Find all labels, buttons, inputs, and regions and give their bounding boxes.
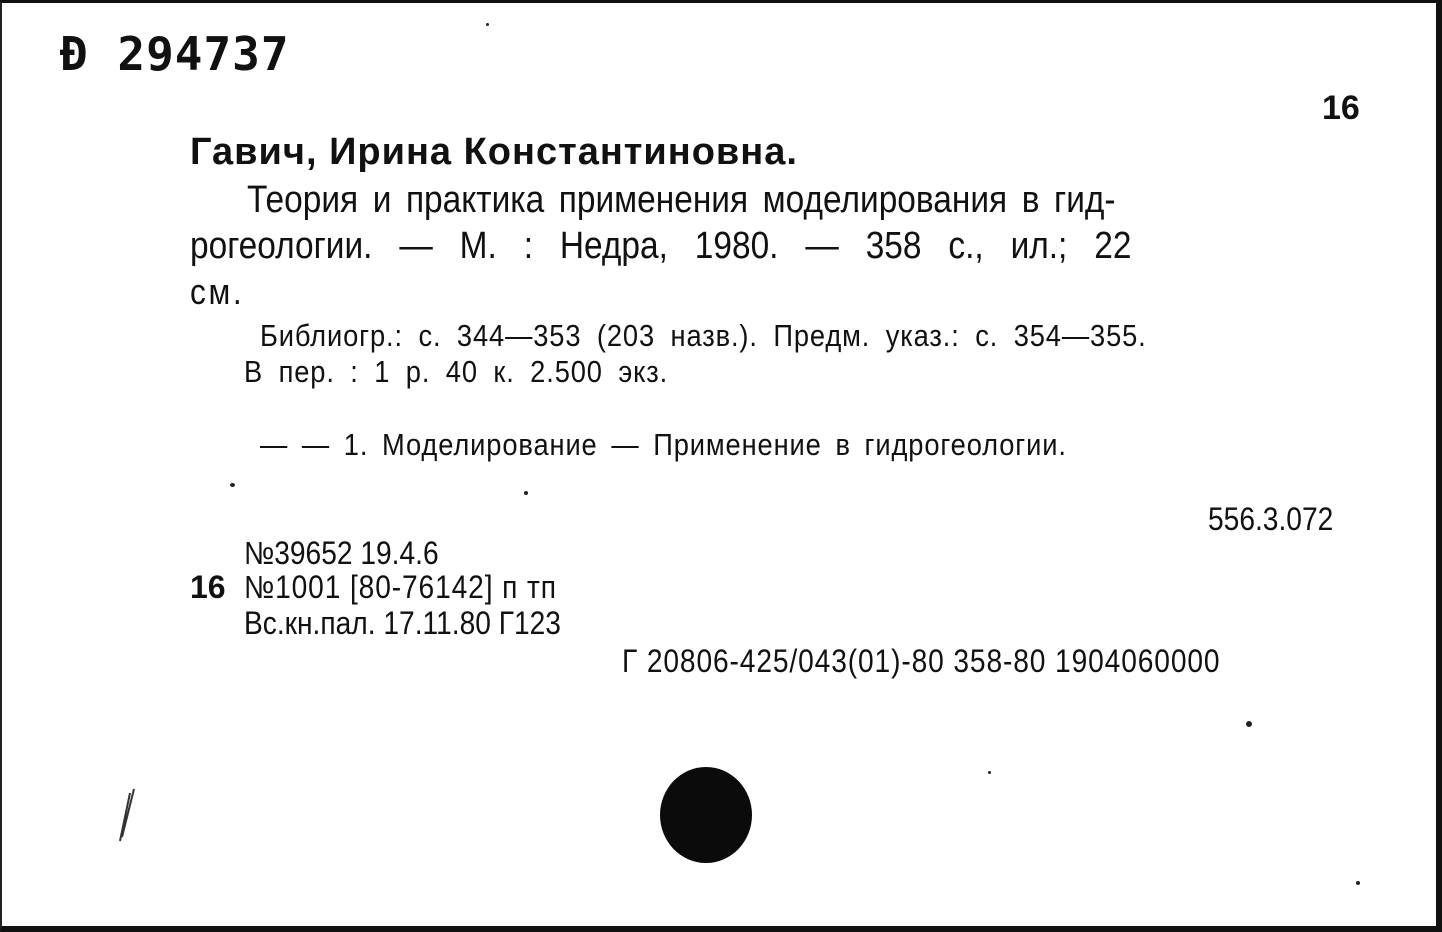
card-number: 16 (1322, 89, 1360, 127)
author-heading: Гавич, Ирина Константиновна. (190, 131, 798, 173)
library-line-2: №1001 [80-76142] п тп (244, 569, 557, 605)
library-line-2-number: 16 (190, 569, 226, 605)
speck-mark (1356, 881, 1360, 885)
speck-mark (486, 23, 489, 26)
library-line-3: Вс.кн.пал. 17.11.80 Г123 (244, 605, 561, 641)
udc-code: 556.3.072 (1208, 501, 1334, 537)
speck-mark (230, 483, 235, 487)
price-note: В пер. : 1 р. 40 к. 2.500 экз. (244, 354, 669, 389)
library-line-1: №39652 19.4.6 (244, 535, 439, 571)
library-line-4: Г 20806-425/043(01)-80 358-80 1904060000 (622, 643, 1221, 679)
speck-mark (1246, 721, 1252, 727)
speck-mark (524, 491, 528, 495)
punch-hole (660, 767, 752, 863)
title-line-1: Теория и практика применения моделирования в гид- (247, 179, 1116, 221)
title-line-3: см. (190, 271, 245, 312)
pencil-mark-icon (112, 785, 142, 845)
speck-mark (988, 771, 991, 774)
bibliography-note: Библиогр.: с. 344—353 (203 назв.). Предм. указ.: с. 354—355. (260, 318, 1147, 353)
title-line-2: рогеологии. — М. : Недра, 1980. — 358 с., ил.; 22 (190, 225, 1132, 267)
call-number: Ð 294737 (60, 27, 290, 81)
subject-heading: — — 1. Моделирование — Применение в гидрогеологии. (260, 427, 1067, 462)
